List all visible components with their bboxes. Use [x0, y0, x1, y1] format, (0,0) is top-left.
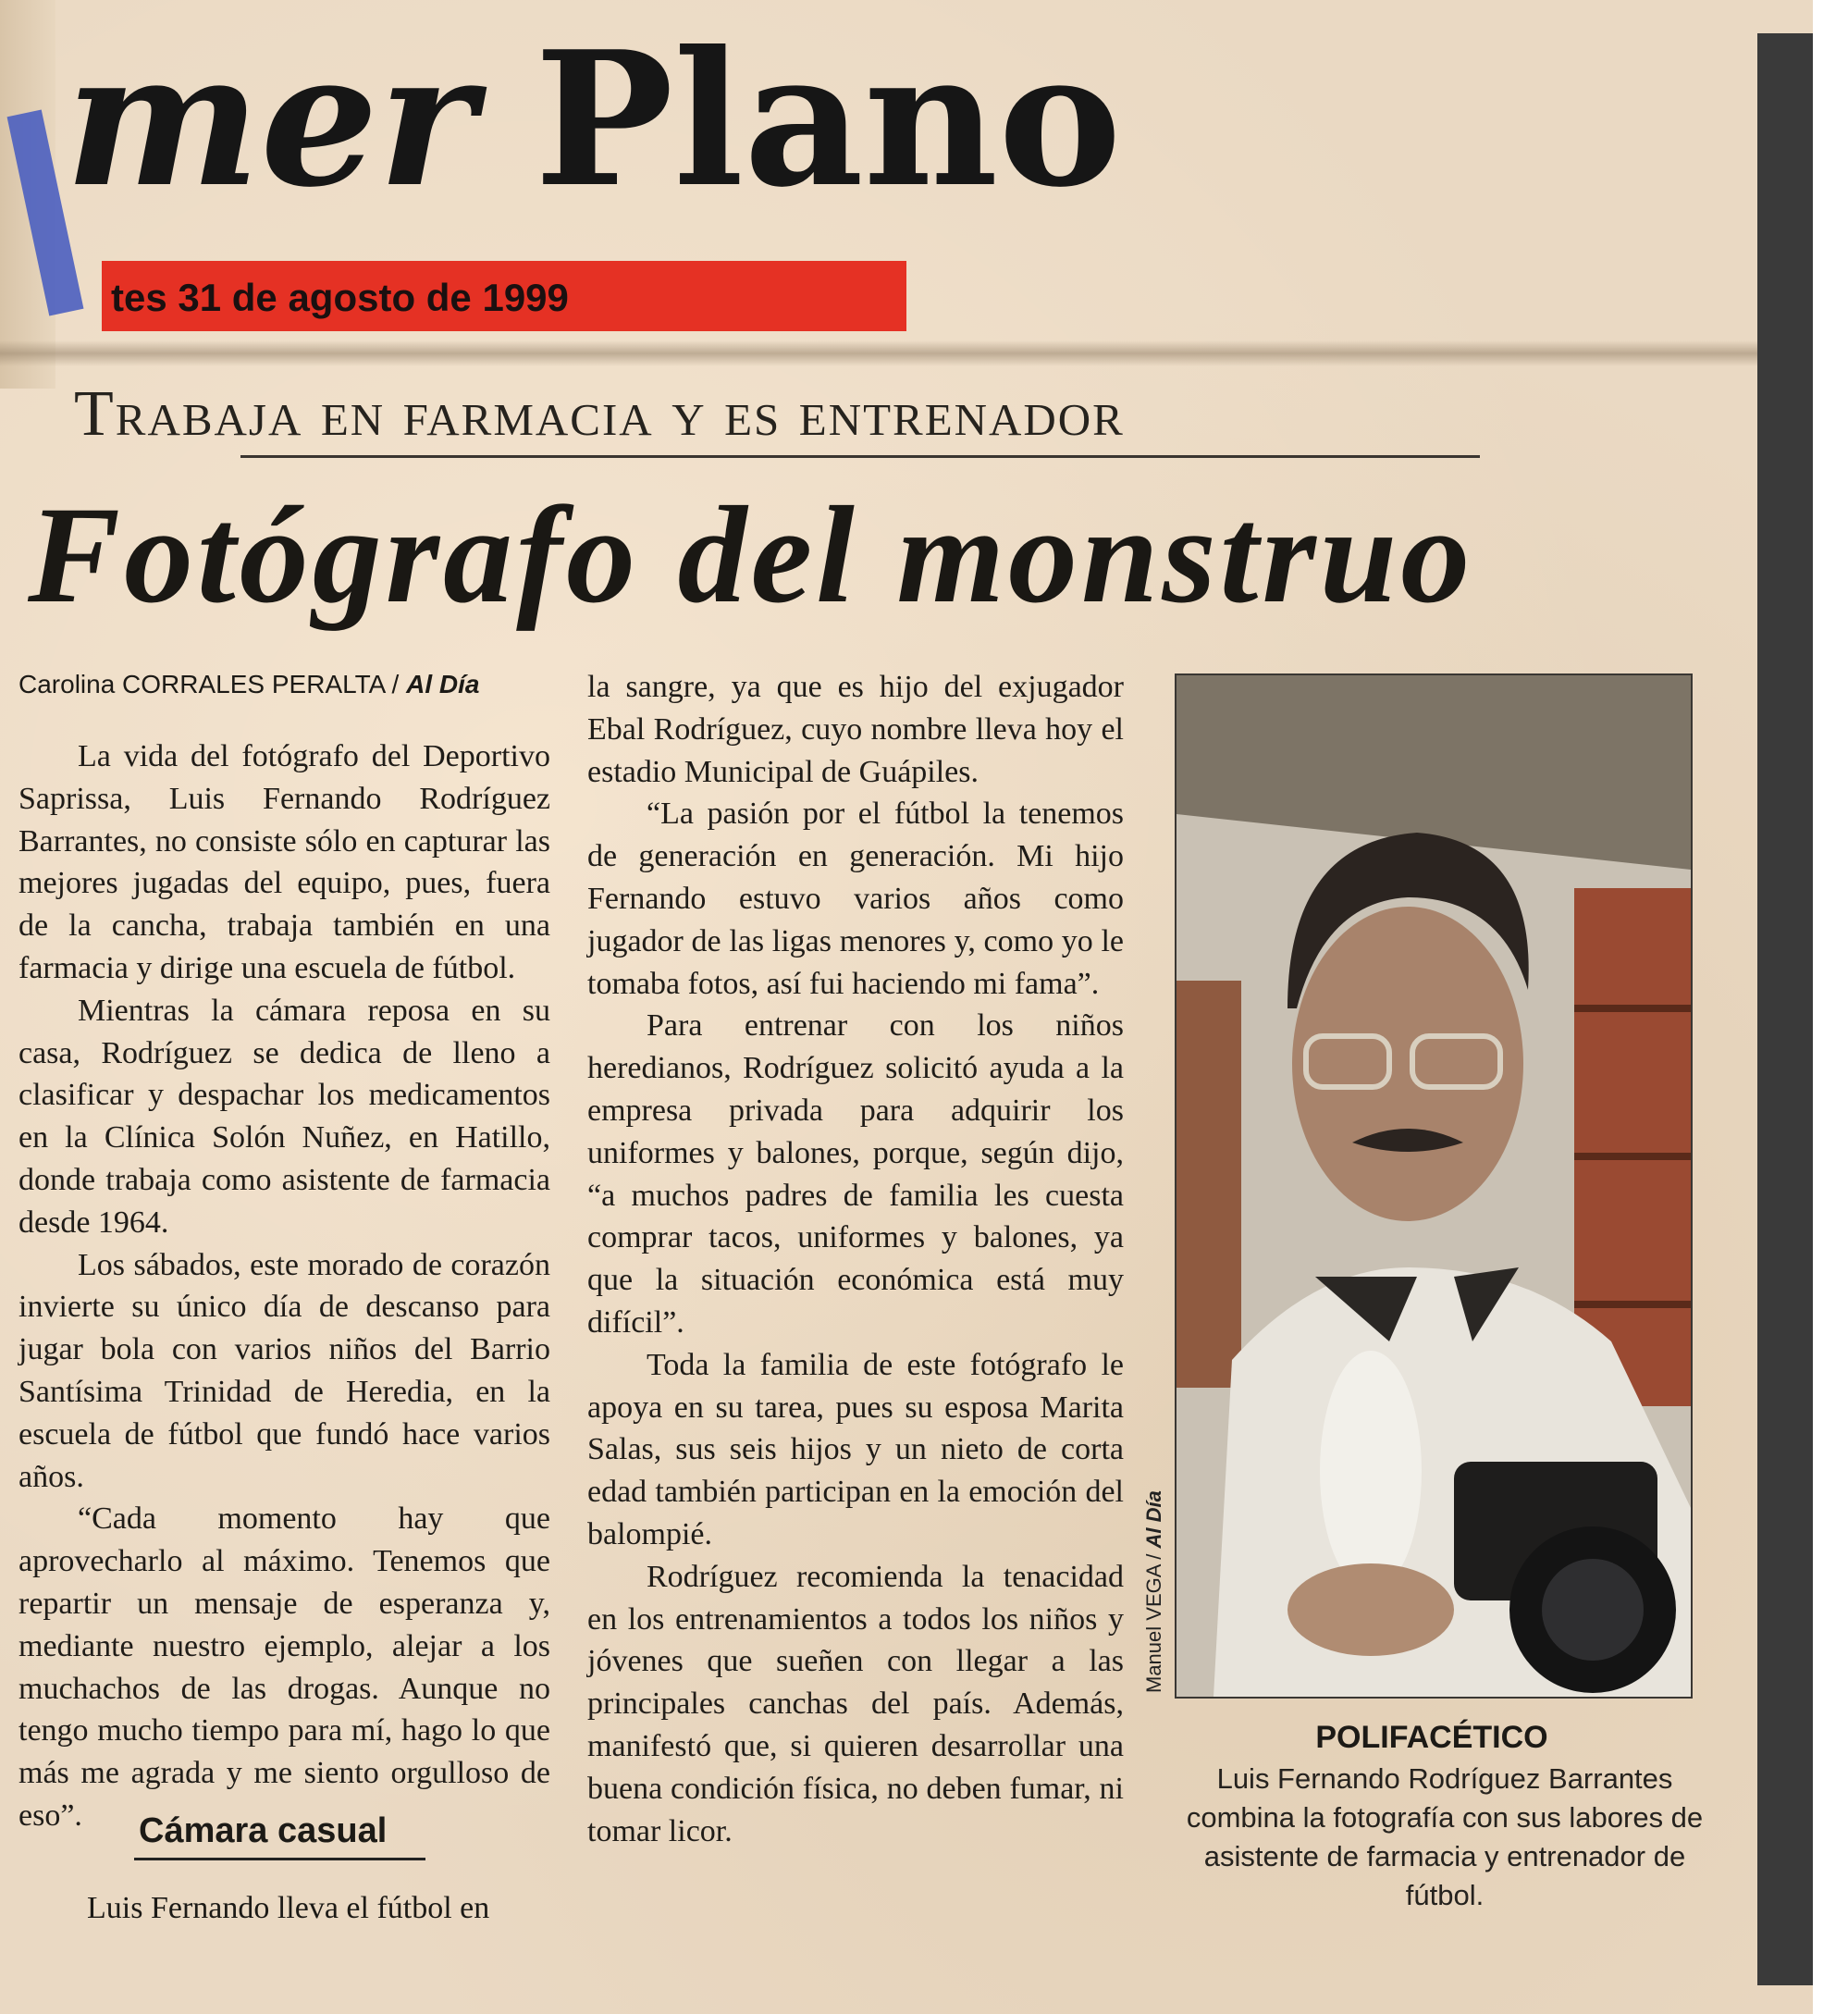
kicker-rule: [240, 455, 1480, 458]
paragraph: “La pasión por el fútbol la tenemos de generación en generación. Mi hijo Fernando estuvo varios años como jugador de las ligas menores y, como yo le tomaba fotos, así fui haciendo mi fama”.: [587, 797, 1124, 1001]
section-title-strong: Plano: [534, 11, 1122, 229]
section-title: [65, 9, 1122, 231]
paragraph: Mientras la cámara reposa en su casa, Rodríguez se dedica de lleno a clasificar y despachar los medicamentos en la Clínica Solón Nuñez, en Hatillo, donde trabaja como asistente de farmacia desde 1964.: [18, 993, 550, 1240]
article-column-2: [587, 666, 1124, 1852]
paragraph: Toda la familia de este fotógrafo le apoya en su tarea, pues su esposa Marita Salas, sus seis hijos y un nieto de corta edad también participan en la emoción del balompié.: [587, 1347, 1124, 1551]
caption-body: Luis Fernando Rodríguez Barrantes combina la fotografía con sus labores de asistente de farmacia y entrenador de fútbol.: [1186, 1762, 1704, 1911]
caption-title: POLIFACÉTICO: [1315, 1720, 1548, 1755]
byline-paper: Al Día: [406, 670, 480, 698]
camera-lens-glass: [1542, 1559, 1644, 1661]
shelf-left: [1177, 981, 1241, 1388]
subheading-rule: [134, 1858, 425, 1860]
photo-credit-paper: Al Día: [1142, 1490, 1165, 1549]
hand: [1287, 1563, 1454, 1656]
portrait-photo: [1175, 673, 1693, 1699]
photo-credit-name: Manuel VEGA /: [1142, 1553, 1165, 1693]
paragraph: “Cada momento hay que aprovecharlo al máximo. Tenemos que repartir un mensaje de esperanza y, mediante nuestro ejemplo, alejar a los muchachos de las drogas. Aunque no tengo mucho tiempo para mí, hago lo que más me agrada y me siento orgulloso de eso”.: [18, 1501, 550, 1833]
byline: Carolina CORRALES PERALTA / Al Día: [18, 670, 480, 698]
paragraph: Los sábados, este morado de corazón invierte su único día de descanso para jugar bola con varios niños del Barrio Santísima Trinidad de Heredia, en la escuela de fútbol que fundó hace varios años.: [18, 1247, 550, 1494]
article-column-1: [18, 735, 550, 1837]
paragraph: Rodríguez recomienda la tenacidad en los entrenamientos a todos los niños y jóvenes que sueñen con llegar a las principales canchas del país. Además, manifestó que, si quieren desarrollar una buena condición física, no deben fumar, ni tomar licor.: [587, 1559, 1124, 1848]
dark-side-bar: [1757, 33, 1813, 1985]
photo-illustration: [1177, 675, 1691, 1697]
tear-crease: [0, 340, 1757, 366]
figurine: [1320, 1351, 1422, 1591]
kicker: Trabaja en farmacia y es entrenador: [74, 378, 1125, 450]
paragraph: Para entrenar con los niños heredianos, Rodríguez solicitó ayuda a la empresa privada para adquirir los uniformes y balones, porque, según dijo, “a muchos padres de familia les cuesta comprar tacos, uniformes y balones, ya que la situación económica está muy difícil”.: [587, 1008, 1124, 1340]
issue-date: tes 31 de agosto de 1999: [111, 276, 569, 319]
byline-author: Carolina CORRALES PERALTA: [18, 670, 385, 698]
section-title-lead: mer: [65, 11, 476, 229]
head: [1292, 907, 1523, 1221]
photo-credit: [1136, 1360, 1173, 1693]
paragraph: la sangre, ya que es hijo del exjugador Ebal Rodríguez, cuyo nombre lleva hoy el estadio Municipal de Guápiles.: [587, 670, 1124, 789]
headline: Fotógrafo del monstruo: [28, 478, 1474, 632]
paragraph-start: Luis Fernando lleva el fútbol en: [87, 1891, 490, 1925]
paragraph: La vida del fotógrafo del Deportivo Saprissa, Luis Fernando Rodríguez Barrantes, no consiste sólo en capturar las mejores jugadas del equipo, pues, fuera de la cancha, trabaja también en una farmacia y dirige una escuela de fútbol.: [18, 739, 550, 985]
subheading: Cámara casual: [139, 1811, 388, 1850]
